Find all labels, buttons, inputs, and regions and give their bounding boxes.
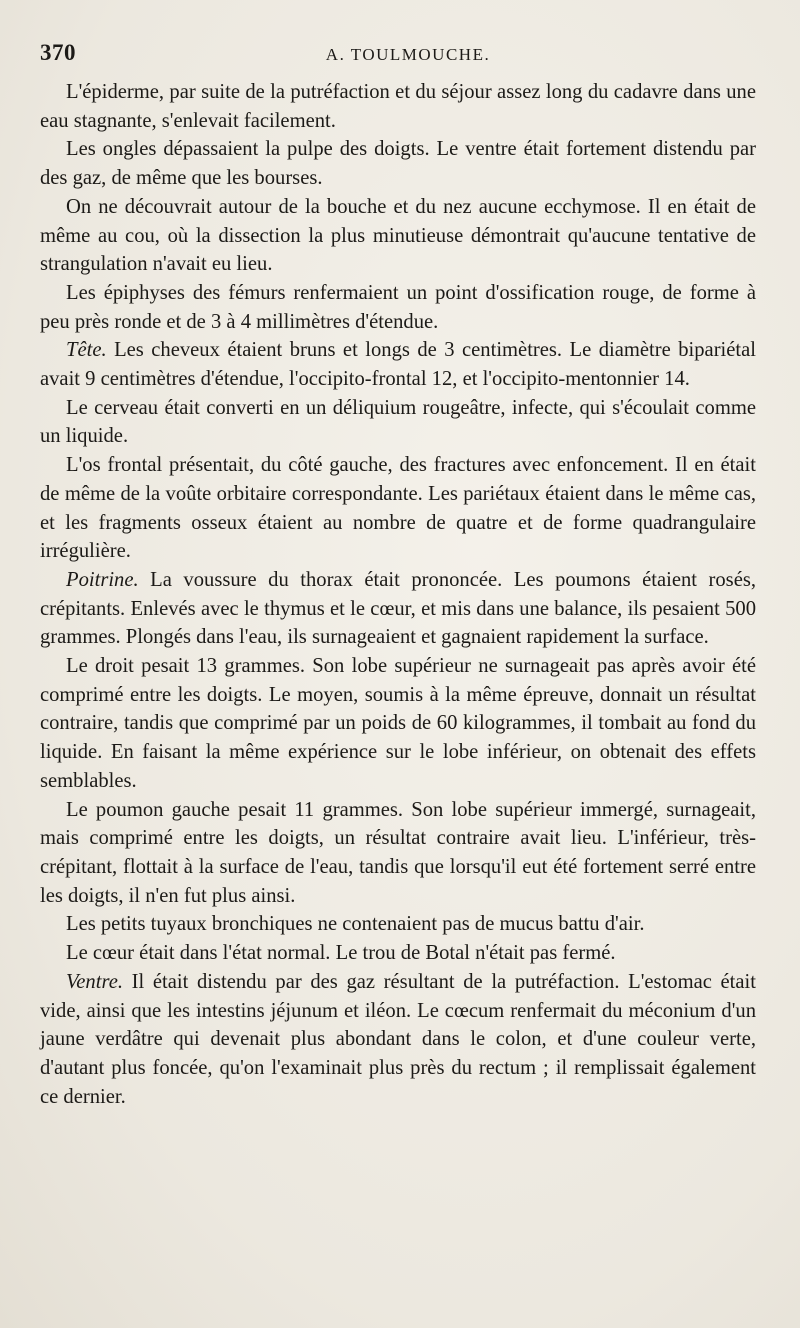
paragraph: Les petits tuyaux bronchiques ne contenaient pas de mucus battu d'air.: [66, 913, 645, 936]
paragraph: L'os frontal présentait, du côté gauche, des fractures avec enfoncement. Il en était de même de la voûte orbitaire correspondante. Les pariétaux étaient dans le même cas, et les fragments osseux étaient au nombre de quatre et de forme quadrangulaire irrégulière.: [40, 454, 756, 563]
body-text: [40, 78, 756, 1111]
paragraph: Les ongles dépassaient la pulpe des doigts. Le ventre était fortement distendu par des gaz, de même que les bourses.: [40, 138, 756, 190]
paragraph: L'épiderme, par suite de la putréfaction et du séjour assez long du cadavre dans une eau stagnante, s'enlevait facilement.: [40, 81, 756, 132]
paragraph: Le cœur était dans l'état normal. Le trou de Botal n'était pas fermé.: [66, 942, 616, 965]
paragraph: Les épiphyses des fémurs renfermaient un point d'ossification rouge, de forme à peu près ronde et de 3 à 4 millimètres d'étendue.: [40, 281, 756, 333]
paragraph-tete: Tête. Les cheveux étaient bruns et longs de 3 centimètres. Le diamètre bipariétal avait 9 centimètres d'étendue, l'occipito-frontal 12, et l'occipito-mentonnier 14.: [40, 339, 756, 391]
paragraph: Le cerveau était converti en un déliquium rougeâtre, infecte, qui s'écoulait comme un liquide.: [40, 396, 756, 448]
paragraph: Le poumon gauche pesait 11 grammes. Son lobe supérieur immergé, surnageait, mais comprimé entre les doigts, un résultat contraire avait lieu. L'inférieur, très-crépitant, flottait à la surface de l'eau, tandis que lorsqu'il eut été fortement serré entre les doigts, il n'en fut plus ainsi.: [40, 798, 756, 907]
paragraph-ventre: Ventre. Il était distendu par des gaz résultant de la putréfaction. L'estomac était vide, ainsi que les intestins jéjunum et iléon. Le cœcum renfermait du méconium d'un jaune verdâtre qui devenait plus abondant dans le colon, et d'une couleur verte, d'autant plus foncée, qu'on l'examinait plus près du rectum ; il remplissait également ce dernier.: [40, 970, 756, 1108]
paragraph-poitrine: Poitrine. La voussure du thorax était prononcée. Les poumons étaient rosés, crépitants. Enlevés avec le thymus et le cœur, et mis dans une balance, ils pesaient 500 grammes. Plongés dans l'eau, ils surnageaient et gagnaient rapidement la surface.: [40, 568, 756, 649]
paragraph: On ne découvrait autour de la bouche et du nez aucune ecchymose. Il en était de même au cou, où la dissection la plus minutieuse démontrait qu'aucune tentative de strangulation n'avait eu lieu.: [40, 195, 756, 276]
paragraph: Le droit pesait 13 grammes. Son lobe supérieur ne surnageait pas après avoir été comprimé entre les doigts. Le moyen, soumis à la même épreuve, donnait un résultat contraire, tandis que comprimé par un poids de 60 kilogrammes, il tombait au fond du liquide. En faisant la même expérience sur le lobe inférieur, on obtenait des effets semblables.: [40, 655, 756, 792]
running-head: [40, 40, 756, 76]
section-lead-tete: Tête.: [66, 339, 107, 362]
section-lead-poitrine: Poitrine.: [66, 568, 139, 591]
running-title: A. TOULMOUCHE.: [325, 45, 491, 64]
section-lead-ventre: Ventre.: [66, 970, 123, 993]
page-number: 370: [40, 40, 76, 65]
